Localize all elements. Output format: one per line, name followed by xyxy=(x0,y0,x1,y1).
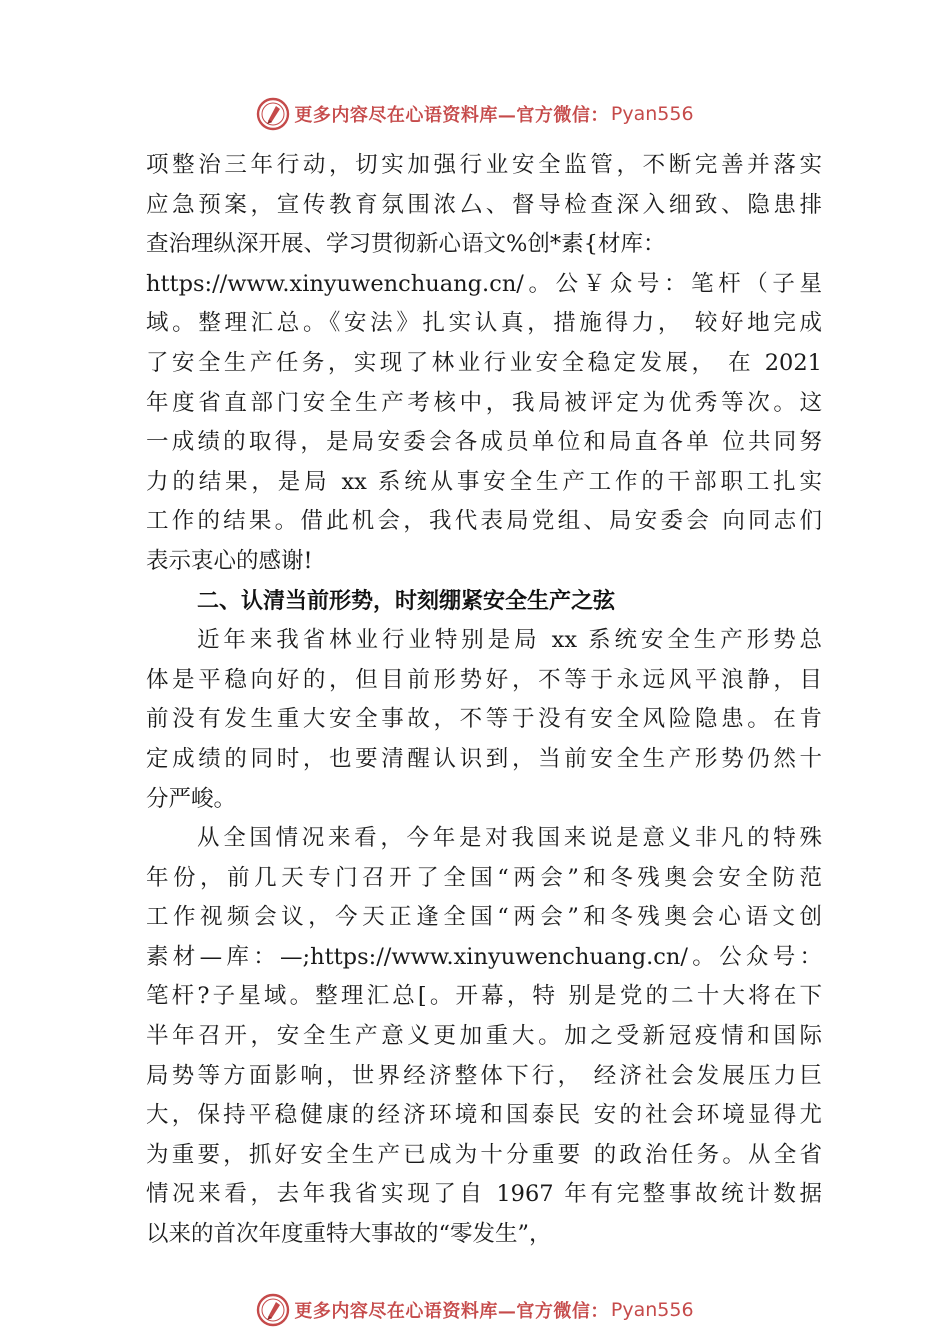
text-line: 半年召开，安全生产意义更加重大。加之受新冠疫情和国际 xyxy=(146,1023,822,1050)
text-line: 大，保持平稳健康的经济环境和国泰民 安的社会环境显得尤 xyxy=(146,1102,822,1129)
text-line: 应急预案，宣传教育氛围浓厶、督导检查深入细致、隐患排 xyxy=(146,191,822,218)
text-line: 局势等方面影响，世界经济整体下行， 经济社会发展压力巨 xyxy=(146,1062,822,1089)
text-line: 定成绩的同时，也要清醒认识到，当前安全生产形势仍然十 xyxy=(146,745,822,772)
banner-text: 更多内容尽在心语资料库—官方微信： xyxy=(294,105,609,126)
text-line: 年度省直部门安全生产考核中，我局被评定为优秀等次。这 xyxy=(146,389,822,416)
text-line: 分严峻。 xyxy=(146,785,237,812)
text-line: 素材—库：—;https://www.xinyuwenchuang.cn/。公众号： xyxy=(146,943,822,970)
text-line: 为重要，抓好安全生产已成为十分重要 的政治任务。从全省 xyxy=(146,1141,822,1168)
banner-wechat-handle: Pyan556 xyxy=(610,103,694,125)
text-line: 笔杆?子星域。整理汇总[。开幕，特 别是党的二十大将在下 xyxy=(146,983,822,1010)
banner-wechat-handle: Pyan556 xyxy=(610,1299,694,1321)
text-line: 近年来我省林业行业特别是局 xx 系统安全生产形势总 xyxy=(197,627,822,654)
pen-nib-circle-logo xyxy=(256,97,290,131)
text-line: 前没有发生重大安全事故，不等于没有安全风险隐患。在肯 xyxy=(146,706,822,733)
text-line: 以来的首次年度重特大事故的“零发生”， xyxy=(146,1221,552,1248)
text-line: 了安全生产任务，实现了林业行业安全稳定发展， 在 2021 xyxy=(146,349,822,376)
banner-text: 更多内容尽在心语资料库—官方微信： xyxy=(294,1301,609,1322)
text-line: 项整治三年行动，切实加强行业安全监管，不断完善并落实 xyxy=(146,152,822,178)
pen-nib-circle-logo xyxy=(256,1293,290,1327)
text-line: 一成绩的取得，是局安委会各成员单位和局直各单 位共同努 xyxy=(146,429,822,456)
footer-banner xyxy=(0,1290,950,1330)
text-line: 力的结果，是局 xx 系统从事安全生产工作的干部职工扎实 xyxy=(146,468,822,495)
text-line: 表示衷心的感谢! xyxy=(146,547,313,574)
text-line: 查治理纵深开展、学习贯彻新心语文%创*素{材库： xyxy=(146,231,666,258)
text-line: https://www.xinyuwenchuang.cn/。公￥众号：笔杆（子星 xyxy=(146,270,822,297)
text-line: 从全国情况来看，今年是对我国来说是意义非凡的特殊 xyxy=(197,825,822,852)
text-line: 工作的结果。借此机会，我代表局党组、局安委会 向同志们 xyxy=(146,508,822,535)
header-banner xyxy=(0,94,950,134)
text-line: 域。整理汇总。《安法》扎实认真，措施得力， 较好地完成 xyxy=(146,310,822,337)
text-line: 情况来看，去年我省实现了自 1967 年有完整事故统计数据 xyxy=(146,1181,822,1208)
text-line: 年份，前几天专门召开了全国“两会”和冬残奥会安全防范 xyxy=(146,864,822,891)
text-line: 体是平稳向好的，但目前形势好，不等于永远风平浪静，目 xyxy=(146,666,822,693)
text-line: 工作视频会议，今天正逢全国“两会”和冬残奥会心语文创 xyxy=(146,904,822,931)
document-body xyxy=(146,146,822,1255)
section-heading: 二、认清当前形势，时刻绷紧安全生产之弦 xyxy=(197,588,616,614)
